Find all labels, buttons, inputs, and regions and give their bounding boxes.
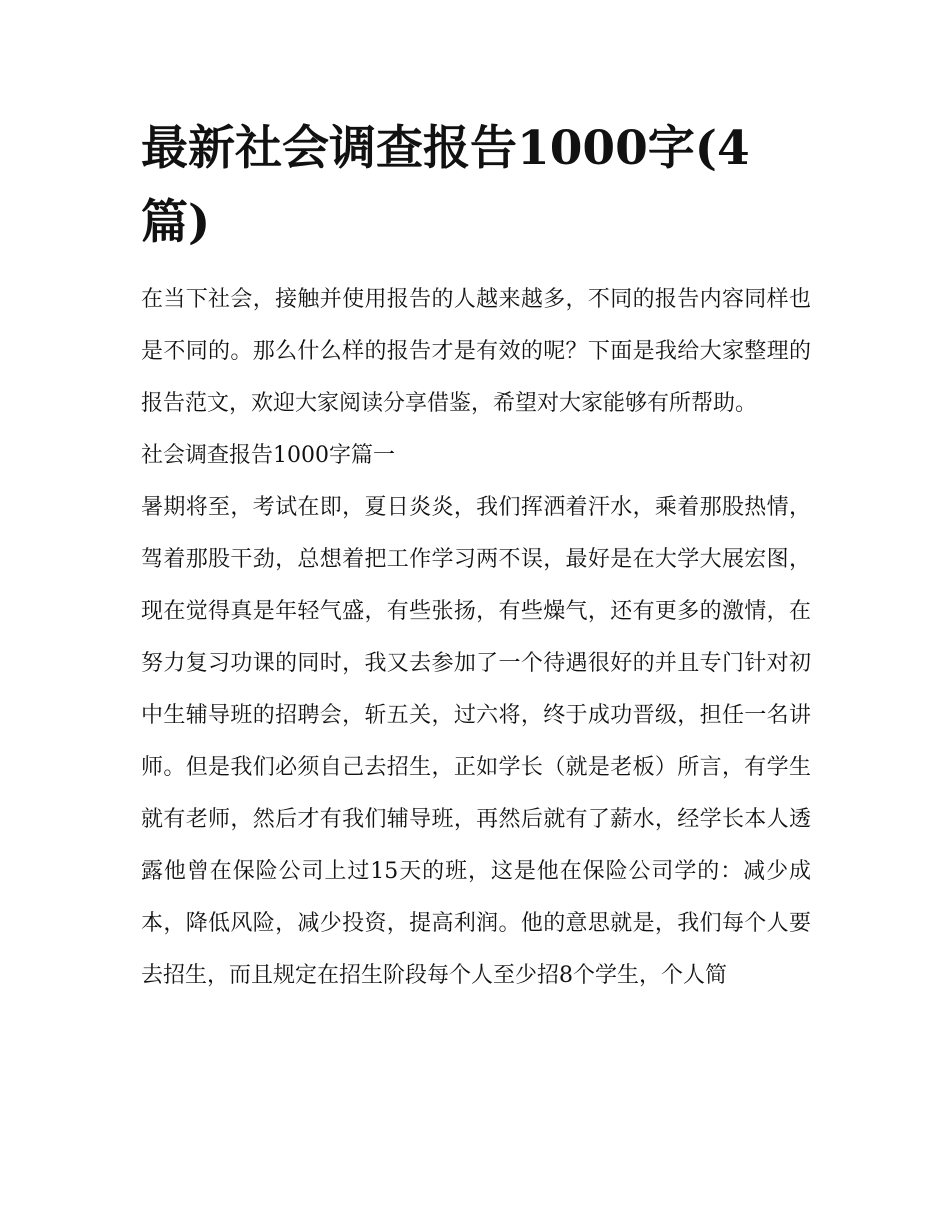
document-title: 最新社会调查报告1000字(4篇) [141, 121, 750, 250]
intro-paragraph: 在当下社会，接触并使用报告的人越来越多，不同的报告内容同样也是不同的。那么什么样的报告才是有效的呢？下面是我给大家整理的报告范文，欢迎大家阅读分享借鉴，希望对大家能够有所帮助。 [141, 287, 811, 416]
body-paragraph: 暑期将至，考试在即，夏日炎炎，我们挥洒着汗水，乘着那股热情，驾着那股干劲，总想着把工作学习两不误，最好是在大学大展宏图，现在觉得真是年轻气盛，有些张扬，有些燥气，还有更多的激情，在努力复习功课的同时，我又去参加了一个待遇很好的并且专门针对初中生辅导班的招聘会，斩五关，过六将，终于成功晋级，担任一名讲师。但是我们必须自己去招生，正如学长（就是老板）所言，有学生就有老师，然后才有我们辅导班，再然后就有了薪水，经学长本人透露他曾在保险公司上过15天的班，这是他在保险公司学的：减少成本，降低风险，减少投资，提高利润。他的意思就是，我们每个人要去招生，而且规定在招生阶段每个人至少招8个学生，个人简 [141, 495, 811, 988]
document-content [141, 112, 811, 1002]
section-heading: 社会调查报告1000字篇一 [141, 443, 395, 468]
